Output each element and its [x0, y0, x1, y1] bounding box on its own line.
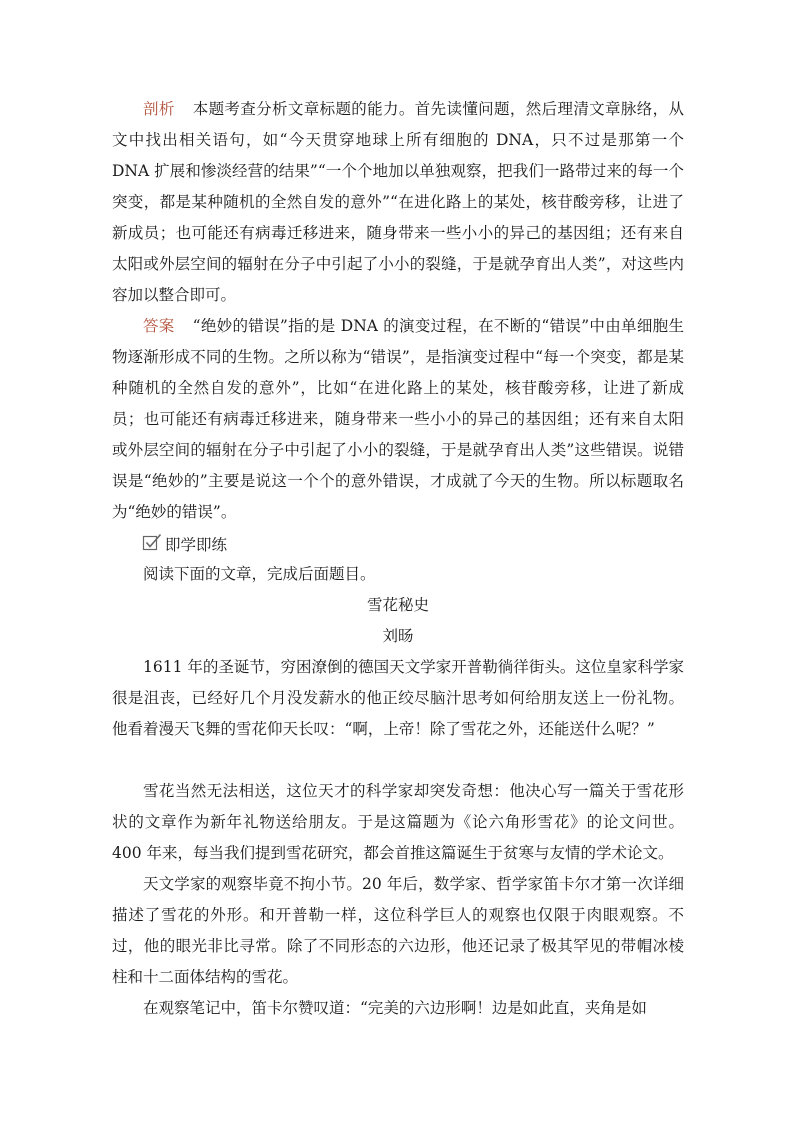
answer-text: “绝妙的错误”指的是 DNA 的演变过程，在不断的“错误”中由单细胞生物逐渐形成不同的生物。之所以称为“错误”，是指演变过程中“每一个突变，都是某种随机的全然自发的意外”，比如“在进化路上的某处，核苷酸旁移，让进了新成员；也可能还有病毒迁移进来，随身带来一些小小的异己的基因组；还有来自太阳或外层空间的辐射在分子中引起了小小的裂缝，于是就孕育出人类”这些错误。说错误是“绝妙的”主要是说这一个个的意外错误，才成就了今天的生物。所以标题取名为“绝妙的错误”。 — [112, 317, 684, 521]
answer-paragraph — [112, 311, 684, 528]
practice-label: 即学即练 — [165, 535, 228, 554]
article-paragraph: 雪花当然无法相送，这位天才的科学家却突发奇想：他决心写一篇关于雪花形状的文章作为新年礼物送给朋友。于是这篇题为《论六角形雪花》的论文问世。400 年来，每当我们提到雪花研究，都会首推这篇诞生于贫寒与友情的学术论文。 — [112, 782, 684, 862]
article-paragraph: 在观察笔记中，笛卡尔赞叹道：“完美的六边形啊！边是如此直，夹角是如 — [143, 999, 647, 1017]
checkbox-check-icon — [142, 533, 165, 555]
article-author: 刘旸 — [382, 627, 414, 645]
article-paragraph: 1611 年的圣诞节，穷困潦倒的德国天文学家开普勒徜徉街头。这位皇家科学家很是沮丧，已经好几个月没发薪水的他正绞尽脑汁思考如何给朋友送上一份礼物。他看着漫天飞舞的雪花仰天长叹：“啊，上帝！除了雪花之外，还能送什么呢？” — [112, 658, 684, 738]
analysis-text: 本题考查分析文章标题的能力。首先读懂问题，然后理清文章脉络，从文中找出相关语句，如“今天贯穿地球上所有细胞的 DNA，只不过是那第一个 DNA 扩展和惨淡经营的结果”“一个个地加以单独观察，把我们一路带过来的每一个突变，都是某种随机的全然自发的意外”“在进化路上的某处，核苷酸旁移，让进了新成员；也可能还有病毒迁移进来，随身带来一些小小的异己的基因组；还有来自太阳或外层空间的辐射在分子中引起了小小的裂缝，于是就孕育出人类”，对这些内容加以整合即可。 — [112, 100, 684, 304]
analysis-label: 剖析 — [143, 100, 175, 118]
article-paragraph: 天文学家的观察毕竟不拘小节。20 年后，数学家、哲学家笛卡尔才第一次详细描述了雪花的外形。和开普勒一样，这位科学巨人的观察也仅限于肉眼观察。不过，他的眼光非比寻常。除了不同形态的六边形，他还记录了极其罕见的带帽冰棱柱和十二面体结构的雪花。 — [112, 875, 684, 986]
instruction-text: 阅读下面的文章，完成后面题目。 — [143, 565, 376, 583]
analysis-paragraph — [112, 94, 684, 311]
answer-label: 答案 — [143, 317, 175, 335]
practice-heading — [142, 528, 227, 559]
article-title: 雪花秘史 — [366, 596, 429, 614]
